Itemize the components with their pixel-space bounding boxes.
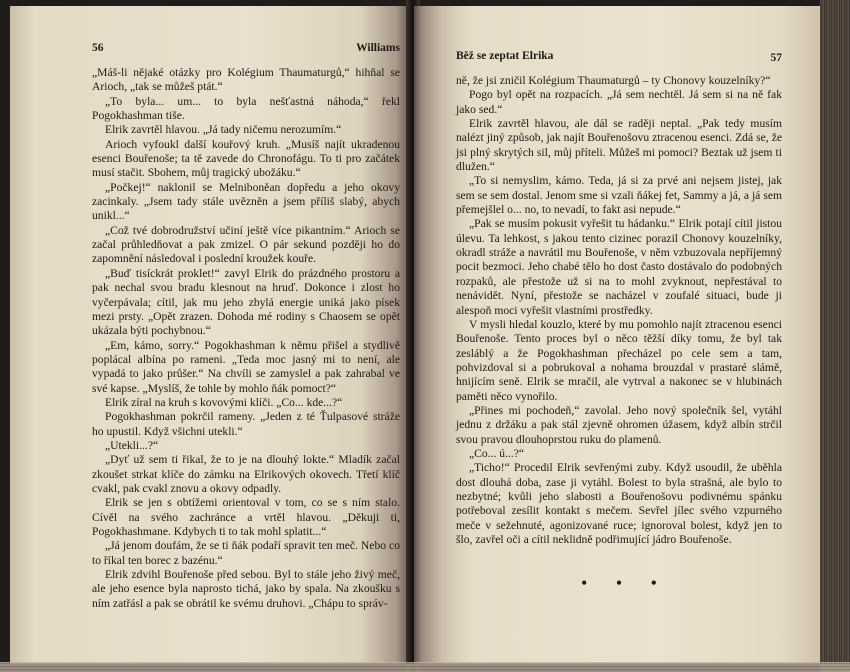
paragraph: Elrik se jen s obtížemi orientoval v tom, co se s ním stalo. Cívěl na svého zachránce a vrtěl hlavou. „Děkuji ti, Pogokhashmane. Kdybych ti to tak mohl splatit...“ — [92, 496, 400, 538]
paragraph: Elrik zavrtěl hlavou, ale dál se raději neptal. „Pak tedy musím nalézt jiný způsob, jak najít Bouřenošovu ztracenou esenci. Zdá se, že jsi plný skrytých sil, můj příteli. Můžeš mi pomoci? Beztak už jsem ti dlužen.“ — [456, 117, 782, 174]
page-edges — [820, 0, 850, 672]
paragraph: V mysli hledal kouzlo, které by mu pomohlo najít ztracenou esenci Bouřenoše. Tento proces byl o něco těžší díky tomu, že byl tak zesláblý a že Pogokhashman přecházel po cele sem a tam, pohvizdoval si a pobrukoval a nohama brouzdal v prastaré slámě, hnijícím seně. Elrik se mračil, ale vytrval a nakonec se v hlubinách paměti něco vynořilo. — [456, 317, 782, 403]
paragraph: Pogokhashman pokrčil rameny. „Jeden z té Ťulpasové stráže ho upustil. Když všichni utekli.“ — [92, 410, 400, 438]
paragraph: „Em, kámo, sorry.“ Pogokhashman k němu přišel a stydlivě poplácal albína po rameni. „Teda moc jasný mi to není, ale vypadá to jako průšer.“ Na chvíli se zamyslel a pak zahrabal ve své kapse. „Myslíš, že tohle by mohlo ňák pomoct?“ — [92, 338, 400, 395]
paragraph: „Což tvé dobrodružství učiní ještě více pikantním.“ Arioch se začal průhledňovat a pak zmizel. O pár sekund později ho do zapomnění následoval i poslední kroužek kouře. — [92, 223, 400, 266]
left-page — [10, 6, 408, 664]
left-page-text — [92, 66, 400, 611]
right-page — [414, 6, 822, 664]
left-running-head: Williams — [356, 42, 400, 54]
right-page-number: 57 — [770, 52, 782, 64]
paragraph: „Pak se musím pokusit vyřešit tu hádanku.“ Elrik potají cítil jistou úlevu. Ta lehkost, s jakou tento cizinec porazil Chonovy kouzelníky, okradl stráže a navrátil mu Bouřenoše, v něm vzbuzovala nepříjemný pocit bezmoci. Jeho chabé tělo ho dost často dostávalo do podobných rozpaků, ale přestože už si na to mohl zvyknout, nepřestával to nenávidět. Nyní, přestože se nacházel v zoufalé situaci, bude ji alespoň moci vyřešit vlastními prostředky. — [456, 217, 782, 317]
left-page-header — [92, 42, 400, 62]
paragraph: „To si nemyslim, kámo. Teda, já si za prvé ani nejsem jistej, jak sem se sem dostal. Jenom sme si vzali ňákej fet, Sammy a já, a já sem přemejšlel o... no, to nevadí, to fakt asi nepude.“ — [456, 174, 782, 217]
section-break: • • • — [581, 573, 669, 594]
right-running-head: Běž se zeptat Elrika — [456, 50, 554, 62]
paragraph: „Máš-li nějaké otázky pro Kolégium Thaumaturgů,“ hihňal se Arioch, „tak se můžeš ptát.“ — [92, 66, 400, 94]
paragraph: „Já jenom doufám, že se ti ňák podaří spravit ten meč. Nebo co to říkal ten borec z bazénu.“ — [92, 539, 400, 567]
paragraph: „Ticho!“ Procedil Elrik sevřenými zuby. Když usoudil, že uběhla dost dlouhá doba, zase ji vytáhl. Bolest to byla strašná, ale bylo to nezbytné; kvůli jeho slabosti a Bouřenošovu podivnému spánku potřeboval zesílit kontakt s mečem. Sevřel jílec svého vzpurného meče v sežehnuté, agonizované ruce; ignoroval bolest, když jen to šlo, zavřel oči a cítil neklidně podřimující jádro Bouřenoše. — [456, 461, 782, 546]
paragraph: „Počkej!“ naklonil se Melniboněan dopředu a jeho okovy zacinkaly. „Jsem tady stále uvězněn a jsem příliš slabý, abych unikl...“ — [92, 180, 400, 223]
paragraph: Elrik zdvihl Bouřenoše před sebou. Byl to stále jeho živý meč, ale jeho esence byla naprosto tichá, jako by spala. Na zkoušku s ním zatřásl a pak se obrátil ke svému druhovi. „Chápu to správ- — [92, 568, 400, 610]
paragraph: Pogo byl opět na rozpacích. „Já sem nechtěl. Já sem si na ně fak jako sed.“ — [456, 88, 782, 116]
bottom-page-edges — [0, 662, 850, 672]
right-page-header — [456, 50, 782, 70]
left-page-number: 56 — [92, 42, 104, 54]
paragraph: Elrik zíral na kruh s kovovými klíči. „Co... kde...?“ — [105, 395, 343, 409]
paragraph: „Co... ú...?“ — [469, 446, 525, 460]
right-page-text — [456, 74, 782, 594]
paragraph: „Utekli...?“ — [105, 438, 159, 452]
paragraph: „Přines mi pochodeň,“ zavolal. Jeho nový společník šel, vytáhl jednu z držáku a pak stál zjevně ohromen úžasem, když albín strčil svou pravou dlouhoprstou ruku do plamenů. — [456, 403, 782, 446]
paragraph: ně, že jsi zničil Kolégium Thaumaturgů – ty Chonovy kouzelníky?“ — [456, 74, 771, 87]
paragraph: „Buď tisíckrát proklet!“ zavyl Elrik do prázdného prostoru a pak nechal svou bradu klesnout na hruď. Dokonce i zlost ho vyčerpávala; cítil, jak mu jeho zbylá energie uniká jako písek mezi prsty. „Opět zrazen. Dohoda mé rodiny s Chaosem se opět ukázala býti pochybnou.“ — [92, 266, 400, 338]
paragraph: Arioch vyfoukl další kouřový kruh. „Musíš najít ukradenou esenci Bouřenoše; ta tě zavede do Chronofágu. To ti pro začátek musí stačit. Sbohem, můj tragický ubožáku.“ — [92, 137, 400, 180]
paragraph: Elrik zavrtěl hlavou. „Já tady ničemu nerozumím.“ — [105, 123, 342, 137]
paragraph: „Dyť už sem ti řikal, že to je na dlouhý lokte.“ Mladík začal zkoušet strkat klíče do zámku na Elrikových okovech. Třetí klíč cvakl, pak cvakl znovu a okovy odpadly. — [92, 453, 400, 495]
paragraph: „To byla... um... to byla nešťastná náhoda,“ řekl Pogokhashman tiše. — [92, 94, 400, 123]
